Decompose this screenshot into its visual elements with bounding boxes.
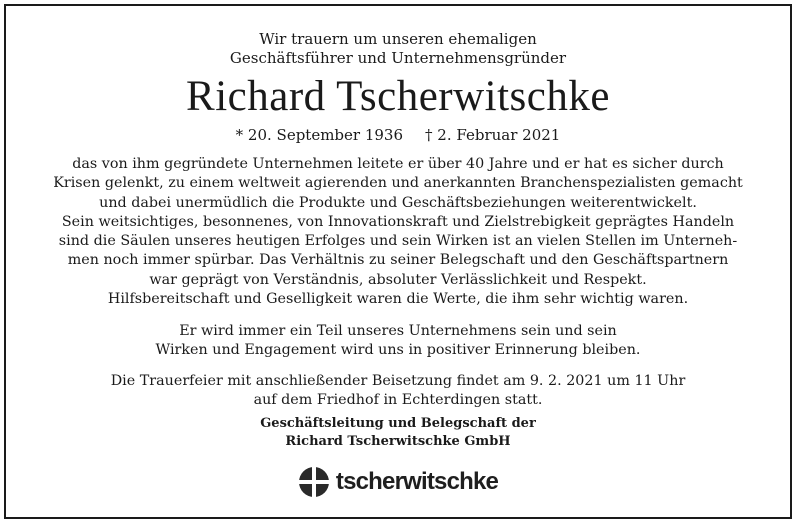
text-line: Er wird immer ein Teil unseres Unternehmens sein und sein xyxy=(179,323,617,339)
tribute-paragraph xyxy=(6,155,790,309)
signature-line-2: Richard Tscherwitschke GmbH xyxy=(285,434,511,449)
intro-line-1: Wir trauern um unseren ehemaligen xyxy=(259,30,537,48)
signature xyxy=(6,415,790,451)
text-line: und dabei unermüdlich die Produkte und Geschäftsbeziehungen weiterentwickelt. xyxy=(99,194,697,211)
company-logo xyxy=(6,466,790,502)
text-line: sind die Säulen unseres heutigen Erfolges und sein Wirken ist an vielen Stellen im Unterneh- xyxy=(58,233,738,250)
text-line: men noch immer spürbar. Das Verhältnis zu seiner Belegschaft und den Geschäftspartnern xyxy=(67,252,729,269)
text-line: war geprägt von Verständnis, absoluter Verlässlichkeit und Respekt. xyxy=(149,271,647,288)
signature-line-1: Geschäftsleitung und Belegschaft der xyxy=(260,416,536,431)
life-dates xyxy=(6,126,790,145)
obituary-notice xyxy=(4,4,792,519)
birth-date: * 20. September 1936 xyxy=(235,126,404,144)
company-logo-text: tscherwitschke xyxy=(335,468,499,495)
deceased-name: Richard Tscherwitschke xyxy=(186,73,610,120)
funeral-info-paragraph xyxy=(6,372,790,411)
death-date: † 2. Februar 2021 xyxy=(425,126,561,144)
text-line: Wirken und Engagement wird uns in positiver Erinnerung bleiben. xyxy=(155,342,641,359)
text-line: Die Trauerfeier mit anschließender Beisetzung findet am 9. 2. 2021 um 11 Uhr xyxy=(110,373,686,389)
text-line: das von ihm gegründete Unternehmen leitete er über 40 Jahre und er hat es sicher durch xyxy=(72,156,724,172)
intro-text xyxy=(6,30,790,68)
company-logo-icon xyxy=(298,466,330,498)
remembrance-paragraph xyxy=(6,322,790,361)
text-line: Krisen gelenkt, zu einem weltweit agierenden und anerkannten Branchenspezialisten gemacht xyxy=(53,175,743,192)
text-line: Hilfsbereitschaft und Geselligkeit waren die Werte, die ihm sehr wichtig waren. xyxy=(107,291,689,308)
intro-line-2: Geschäftsführer und Unternehmensgründer xyxy=(229,49,567,67)
text-line: Sein weitsichtiges, besonnenes, von Innovationskraft und Zielstrebigkeit geprägtes Handeln xyxy=(61,213,735,230)
text-line: auf dem Friedhof in Echterdingen statt. xyxy=(253,392,543,409)
